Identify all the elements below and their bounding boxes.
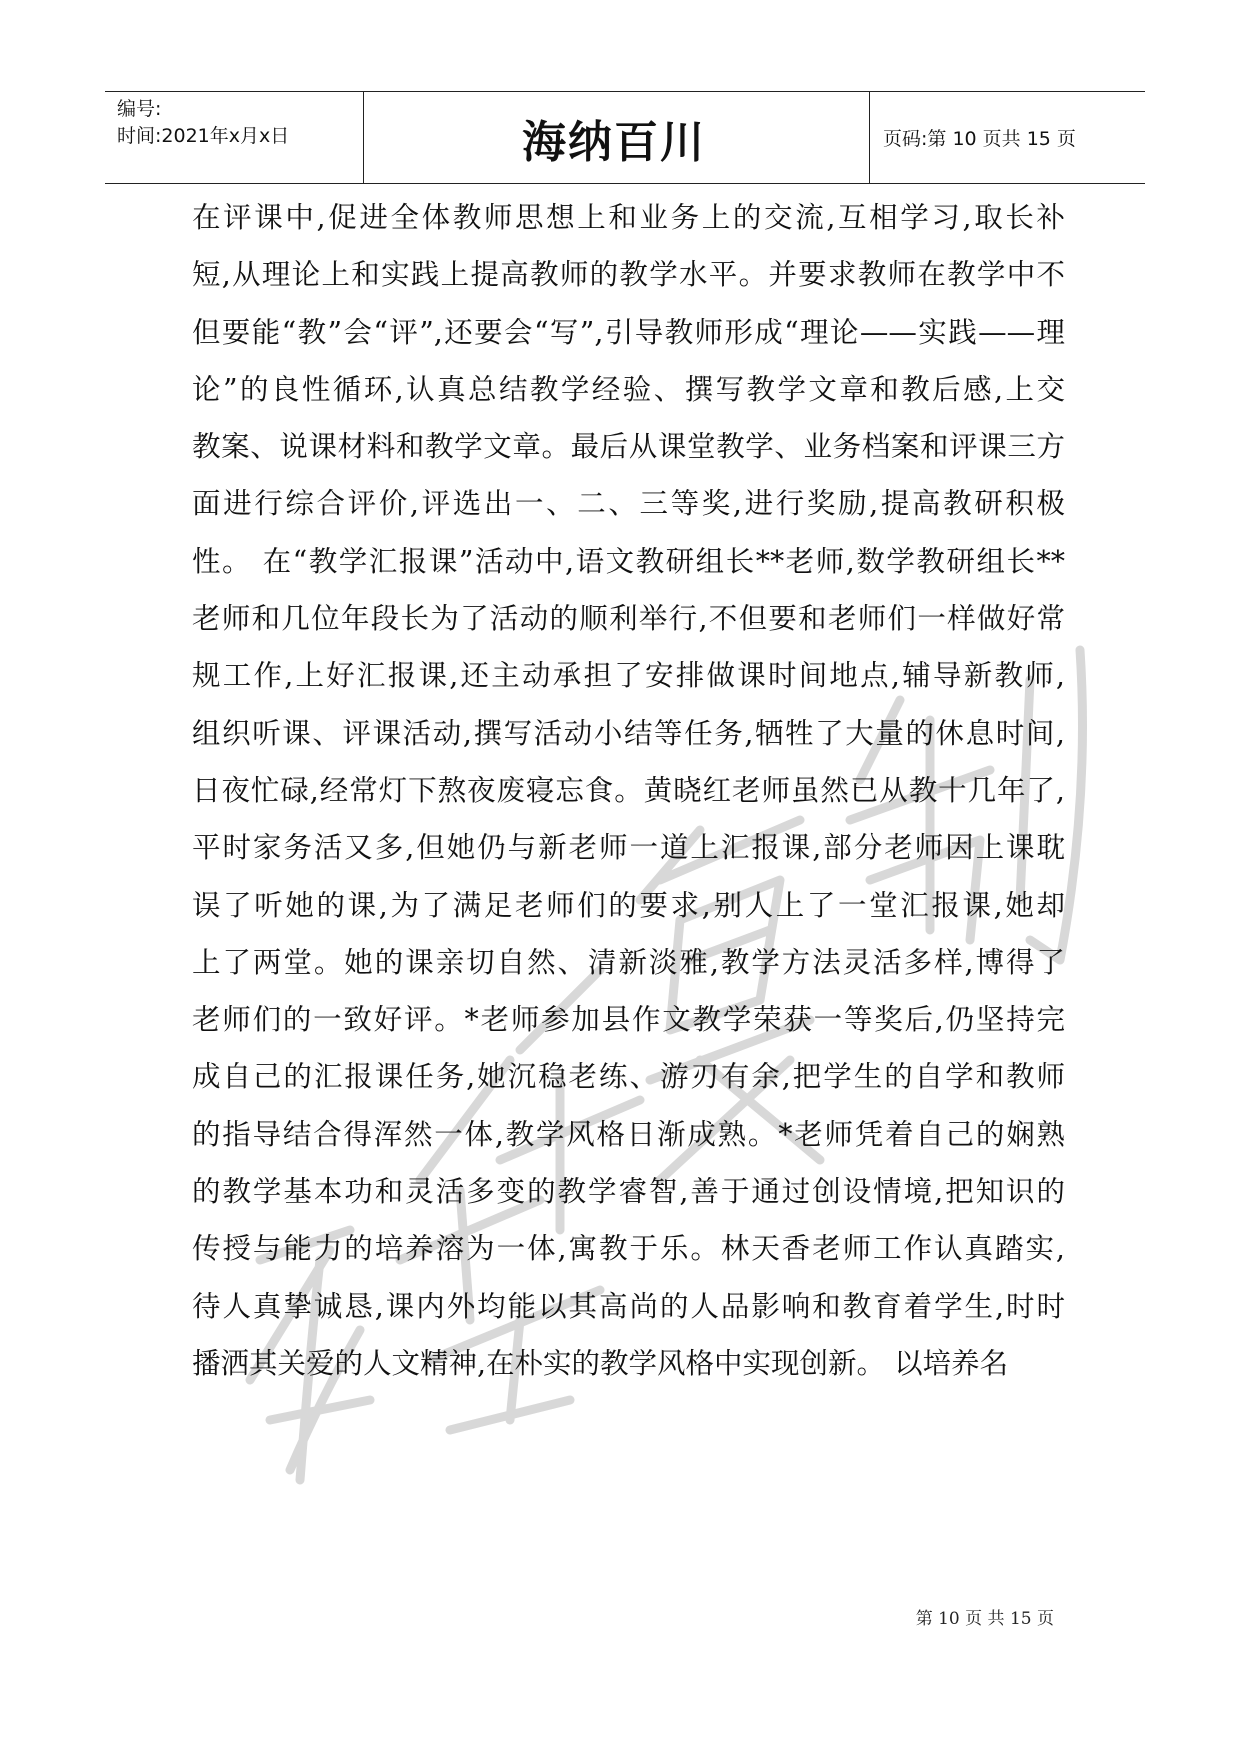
body-line: 规工作,上好汇报课,还主动承担了安排做课时间地点,辅导新教师, xyxy=(192,659,1065,693)
body-line: 的教学基本功和灵活多变的教学睿智,善于通过创设情境,把知识的 xyxy=(192,1175,1065,1209)
header-page-label: 页码:第 10 页共 15 页 xyxy=(883,128,1076,150)
body-line: 成自己的汇报课任务,她沉稳老练、游刃有余,把学生的自学和教师 xyxy=(192,1060,1065,1094)
header-title: 海纳百川 xyxy=(522,116,706,168)
header-time-label: 时间:2021年x月x日 xyxy=(117,125,290,147)
body-line: 但要能“教”会“评”,还要会“写”,引导教师形成“理论——实践——理 xyxy=(192,315,1065,349)
body-line: 待人真挚诚恳,课内外均能以其高尚的人品影响和教育着学生,时时 xyxy=(192,1289,1065,1323)
body-line: 论”的良性循环,认真总结教学经验、撰写教学文章和教后感,上交 xyxy=(192,372,1065,406)
body-line: 老师和几位年段长为了活动的顺利举行,不但要和老师们一样做好常 xyxy=(192,602,1065,636)
body-line: 性。 在“教学汇报课”活动中,语文教研组长**老师,数学教研组长** xyxy=(192,544,1065,578)
body-line: 面进行综合评价,评选出一、二、三等奖,进行奖励,提高教研积极 xyxy=(192,487,1065,521)
body-text xyxy=(192,189,1065,1392)
body-line: 组织听课、评课活动,撰写活动小结等任务,牺牲了大量的休息时间, xyxy=(192,716,1065,750)
body-line: 播洒其关爱的人文精神,在朴实的教学风格中实现创新。 以培养名 xyxy=(192,1346,1009,1380)
body-line: 短,从理论上和实践上提高教师的教学水平。并要求教师在教学中不 xyxy=(192,258,1065,292)
body-line: 误了听她的课,为了满足老师们的要求,别人上了一堂汇报课,她却 xyxy=(192,888,1065,922)
body-line: 在评课中,促进全体教师思想上和业务上的交流,互相学习,取长补 xyxy=(192,201,1065,234)
header-meta xyxy=(117,96,367,150)
body-line: 平时家务活又多,但她仍与新老师一道上汇报课,部分老师因上课耽 xyxy=(192,831,1065,865)
body-line: 的指导结合得浑然一体,教学风格日渐成熟。*老师凭着自己的娴熟 xyxy=(192,1117,1065,1151)
body-line: 传授与能力的培养溶为一体,寓教于乐。林天香老师工作认真踏实, xyxy=(192,1232,1065,1266)
body-line: 上了两堂。她的课亲切自然、清新淡雅,教学方法灵活多样,博得了 xyxy=(192,945,1065,979)
body-line: 教案、说课材料和教学文章。最后从课堂教学、业务档案和评课三方 xyxy=(192,430,1065,464)
body-line: 日夜忙碌,经常灯下熬夜废寝忘食。黄晓红老师虽然已从教十几年了, xyxy=(192,773,1065,807)
footer-page-number: 第 10 页 共 15 页 xyxy=(915,1609,1054,1629)
document-header xyxy=(105,91,1145,184)
header-divider-left xyxy=(363,92,364,183)
header-number-label: 编号: xyxy=(117,98,162,120)
body-line: 老师们的一致好评。*老师参加县作文教学荣获一等奖后,仍坚持完 xyxy=(192,1003,1065,1037)
